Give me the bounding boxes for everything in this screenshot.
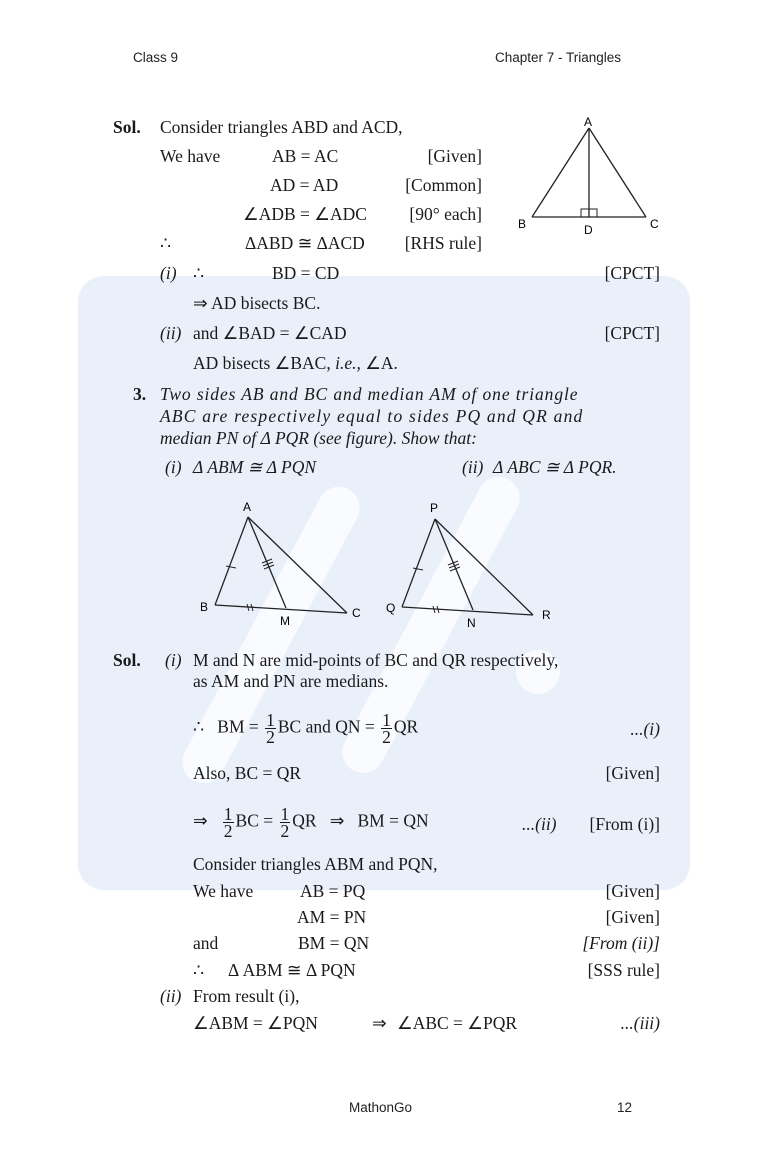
sol2-intro: Consider triangles ABD and ACD, xyxy=(160,117,403,137)
part-i-marker: (i) xyxy=(165,650,182,670)
label-b: B xyxy=(518,217,527,231)
triangle-abd-figure xyxy=(510,110,670,240)
reason: [From (ii)] xyxy=(582,933,660,953)
stmt: AM = PN xyxy=(297,907,367,927)
label-a: A xyxy=(243,500,252,514)
equation-tag: ...(ii) xyxy=(522,814,557,834)
label-q: Q xyxy=(386,601,396,615)
triangles-abc-pqr-figure xyxy=(190,495,570,635)
question-line: ABC are respectively equal to sides PQ and QR and xyxy=(160,406,584,426)
question-number: 3. xyxy=(133,384,147,404)
stmt: Δ ABM ≅ Δ PQN xyxy=(228,960,356,980)
part-ii-marker: (ii) xyxy=(462,457,484,477)
reason: [Given] xyxy=(605,881,660,901)
angle-eq: ∠ABC = ∠PQR xyxy=(397,1013,518,1033)
row-prefix: We have xyxy=(193,881,254,901)
label-n: N xyxy=(467,616,476,630)
reason: [90° each] xyxy=(409,204,482,224)
reason: [Common] xyxy=(405,175,482,195)
row-prefix: and xyxy=(193,933,219,953)
label-a: A xyxy=(584,115,593,129)
sol-label: Sol. xyxy=(113,650,141,670)
label-m: M xyxy=(280,614,290,628)
sol-label: Sol. xyxy=(113,117,141,137)
stmt: ΔABD ≅ ΔACD xyxy=(245,233,365,253)
label-d: D xyxy=(584,223,593,237)
angle-eq: ∠ABM = ∠PQN xyxy=(193,1013,318,1033)
part-ii-text: Δ ABC ≅ Δ PQR. xyxy=(493,457,617,477)
label-p: P xyxy=(430,501,439,515)
conclusion: ⇒ AD bisects BC. xyxy=(193,293,321,313)
reason: [CPCT] xyxy=(604,263,660,283)
reason: [SSS rule] xyxy=(587,960,660,980)
stmt: AD = AD xyxy=(270,175,339,195)
part-ii-marker: (ii) xyxy=(160,986,182,1006)
footer-brand: MathonGo xyxy=(349,1100,413,1115)
chapter-title: Chapter 7 - Triangles xyxy=(495,50,622,65)
part-ii-line: From result (i), xyxy=(193,986,300,1006)
reason: [Given] xyxy=(427,146,482,166)
reason: [From (i)] xyxy=(589,814,660,834)
therefore-symbol: ∴ xyxy=(160,233,172,253)
stmt: and ∠BAD = ∠CAD xyxy=(193,323,347,343)
stmt: AB = AC xyxy=(272,146,339,166)
stmt: BD = CD xyxy=(272,263,340,283)
implies-arrow: ⇒ xyxy=(372,1013,387,1033)
class-label: Class 9 xyxy=(133,50,179,65)
part-i-marker: (i) xyxy=(160,263,177,283)
equation-ii: ⇒ $\frac{1}{2}$ BC = $\frac{1}{2}$ QR ⇒ BM = QN xyxy=(193,804,429,841)
reason: [RHS rule] xyxy=(404,233,482,253)
part-i-text: Δ ABM ≅ Δ PQN xyxy=(193,457,317,477)
we-have-label: We have xyxy=(160,146,221,166)
equation-tag: ...(iii) xyxy=(620,1013,660,1033)
question-line: Two sides AB and BC and median AM of one triangle xyxy=(160,384,579,404)
consider-line: Consider triangles ABM and PQN, xyxy=(193,854,438,874)
sol3-line: as AM and PN are medians. xyxy=(193,671,389,691)
stmt: BM = QN xyxy=(298,933,370,953)
conclusion: AD bisects ∠BAC, i.e., ∠A. xyxy=(193,353,398,373)
also-statement: Also, BC = QR xyxy=(193,763,302,783)
reason: [Given] xyxy=(605,763,660,783)
label-c: C xyxy=(650,217,659,231)
part-i-marker: (i) xyxy=(165,457,182,477)
reason: [Given] xyxy=(605,907,660,927)
stmt: ∠ADB = ∠ADC xyxy=(243,204,367,224)
label-r: R xyxy=(542,608,551,622)
label-c: C xyxy=(352,606,361,620)
therefore-symbol: ∴ xyxy=(193,263,205,283)
page-number: 12 xyxy=(617,1100,633,1115)
part-ii-marker: (ii) xyxy=(160,323,182,343)
therefore-symbol: ∴ xyxy=(193,960,205,980)
reason: [CPCT] xyxy=(604,323,660,343)
equation-tag: ...(i) xyxy=(630,719,660,739)
sol3-line: M and N are mid-points of BC and QR respectively, xyxy=(193,650,559,670)
question-line: median PN of Δ PQR (see figure). Show that: xyxy=(160,428,477,448)
stmt: AB = PQ xyxy=(300,881,366,901)
label-b: B xyxy=(200,600,209,614)
equation-i: ∴ BM = $\frac{1}{2}$ BC and QN = $\frac{1}{2}$ QR xyxy=(193,710,419,747)
